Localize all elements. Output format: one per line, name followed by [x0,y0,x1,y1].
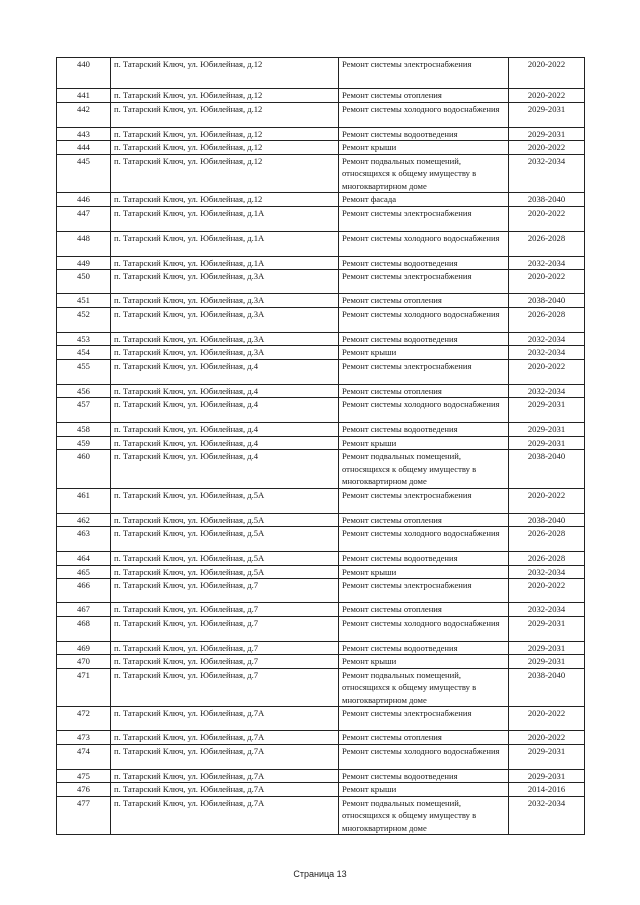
row-address: п. Татарский Ключ, ул. Юбилейная, д.12 [111,193,339,207]
row-term: 2038-2040 [509,193,585,207]
row-term: 2029-2031 [509,744,585,769]
row-address: п. Татарский Ключ, ул. Юбилейная, д.5А [111,527,339,552]
row-number: 461 [57,488,111,513]
row-address: п. Татарский Ключ, ул. Юбилейная, д.5А [111,513,339,527]
row-address: п. Татарский Ключ, ул. Юбилейная, д.4 [111,450,339,489]
row-address: п. Татарский Ключ, ул. Юбилейная, д.12 [111,102,339,127]
table-row [57,641,585,655]
row-term: 2038-2040 [509,294,585,308]
row-work-type: Ремонт системы водоотведения [339,769,509,783]
row-term: 2029-2031 [509,102,585,127]
row-term: 2020-2022 [509,359,585,384]
row-number: 471 [57,668,111,707]
row-number: 475 [57,769,111,783]
row-number: 448 [57,231,111,256]
row-address: п. Татарский Ключ, ул. Юбилейная, д.7 [111,603,339,617]
row-term: 2032-2034 [509,384,585,398]
row-work-type: Ремонт системы холодного водоснабжения [339,231,509,256]
table-row [57,359,585,384]
table-row [57,398,585,423]
row-term: 2020-2022 [509,141,585,155]
row-address: п. Татарский Ключ, ул. Юбилейная, д.7 [111,655,339,669]
row-address: п. Татарский Ключ, ул. Юбилейная, д.3А [111,332,339,346]
table-row [57,436,585,450]
row-term: 2029-2031 [509,616,585,641]
row-number: 463 [57,527,111,552]
row-number: 452 [57,307,111,332]
row-work-type: Ремонт системы электроснабжения [339,707,509,731]
row-address: п. Татарский Ключ, ул. Юбилейная, д.12 [111,141,339,155]
table-row [57,193,585,207]
row-address: п. Татарский Ключ, ул. Юбилейная, д.7 [111,668,339,707]
row-work-type: Ремонт системы водоотведения [339,127,509,141]
row-term: 2020-2022 [509,58,585,89]
row-term: 2029-2031 [509,436,585,450]
row-number: 442 [57,102,111,127]
row-address: п. Татарский Ключ, ул. Юбилейная, д.3А [111,346,339,360]
row-number: 472 [57,707,111,731]
row-address: п. Татарский Ключ, ул. Юбилейная, д.1А [111,231,339,256]
table-row [57,655,585,669]
table-row [57,332,585,346]
row-address: п. Татарский Ключ, ул. Юбилейная, д.4 [111,384,339,398]
table-row [57,616,585,641]
row-work-type: Ремонт системы холодного водоснабжения [339,744,509,769]
row-term: 2032-2034 [509,256,585,270]
row-number: 466 [57,579,111,603]
row-work-type: Ремонт системы водоотведения [339,256,509,270]
row-number: 457 [57,398,111,423]
row-number: 441 [57,89,111,103]
row-address: п. Татарский Ключ, ул. Юбилейная, д.5А [111,552,339,566]
row-term: 2020-2022 [509,206,585,231]
table-row [57,527,585,552]
row-number: 450 [57,270,111,294]
row-term: 2029-2031 [509,127,585,141]
row-address: п. Татарский Ключ, ул. Юбилейная, д.4 [111,398,339,423]
row-address: п. Татарский Ключ, ул. Юбилейная, д.12 [111,127,339,141]
row-address: п. Татарский Ключ, ул. Юбилейная, д.3А [111,307,339,332]
row-number: 447 [57,206,111,231]
row-number: 456 [57,384,111,398]
table-row [57,102,585,127]
table-body [57,58,585,835]
row-term: 2038-2040 [509,668,585,707]
table-row [57,58,585,89]
table-row [57,513,585,527]
row-number: 465 [57,565,111,579]
row-address: п. Татарский Ключ, ул. Юбилейная, д.5А [111,488,339,513]
row-number: 459 [57,436,111,450]
row-number: 476 [57,783,111,797]
row-address: п. Татарский Ключ, ул. Юбилейная, д.7 [111,616,339,641]
row-work-type: Ремонт подвальных помещений, относящихся к общему имуществу в многоквартирном доме [339,154,509,193]
row-number: 462 [57,513,111,527]
table-row [57,783,585,797]
page-number: Страница 13 [293,869,347,879]
row-number: 473 [57,731,111,745]
row-work-type: Ремонт системы водоотведения [339,552,509,566]
table-row [57,796,585,835]
row-term: 2032-2034 [509,332,585,346]
row-work-type: Ремонт системы холодного водоснабжения [339,527,509,552]
table-row [57,769,585,783]
row-address: п. Татарский Ключ, ул. Юбилейная, д.7А [111,796,339,835]
row-term: 2026-2028 [509,307,585,332]
table-row [57,154,585,193]
table-row [57,668,585,707]
row-term: 2029-2031 [509,398,585,423]
row-number: 440 [57,58,111,89]
row-work-type: Ремонт системы холодного водоснабжения [339,616,509,641]
row-number: 454 [57,346,111,360]
row-work-type: Ремонт крыши [339,783,509,797]
row-work-type: Ремонт крыши [339,346,509,360]
row-term: 2020-2022 [509,89,585,103]
row-work-type: Ремонт крыши [339,655,509,669]
row-work-type: Ремонт системы водоотведения [339,332,509,346]
table-row [57,423,585,437]
row-number: 458 [57,423,111,437]
row-number: 443 [57,127,111,141]
table-row [57,552,585,566]
repair-schedule-table [56,57,585,835]
row-address: п. Татарский Ключ, ул. Юбилейная, д.7А [111,744,339,769]
row-address: п. Татарский Ключ, ул. Юбилейная, д.7А [111,783,339,797]
row-term: 2026-2028 [509,231,585,256]
row-number: 449 [57,256,111,270]
table-row [57,206,585,231]
row-term: 2038-2040 [509,513,585,527]
row-work-type: Ремонт подвальных помещений, относящихся к общему имуществу в многоквартирном доме [339,668,509,707]
row-number: 460 [57,450,111,489]
table-row [57,89,585,103]
row-term: 2014-2016 [509,783,585,797]
row-work-type: Ремонт системы водоотведения [339,641,509,655]
row-address: п. Татарский Ключ, ул. Юбилейная, д.7А [111,769,339,783]
row-term: 2032-2034 [509,796,585,835]
row-term: 2020-2022 [509,488,585,513]
row-address: п. Татарский Ключ, ул. Юбилейная, д.7 [111,641,339,655]
row-work-type: Ремонт системы электроснабжения [339,270,509,294]
row-address: п. Татарский Ключ, ул. Юбилейная, д.7А [111,731,339,745]
row-work-type: Ремонт системы отопления [339,513,509,527]
row-term: 2029-2031 [509,769,585,783]
row-address: п. Татарский Ключ, ул. Юбилейная, д.5А [111,565,339,579]
row-term: 2032-2034 [509,346,585,360]
table-row [57,231,585,256]
table-row [57,127,585,141]
row-term: 2032-2034 [509,154,585,193]
row-work-type: Ремонт подвальных помещений, относящихся к общему имуществу в многоквартирном доме [339,796,509,835]
row-number: 453 [57,332,111,346]
row-work-type: Ремонт системы электроснабжения [339,58,509,89]
table-row [57,141,585,155]
row-address: п. Татарский Ключ, ул. Юбилейная, д.1А [111,206,339,231]
row-number: 470 [57,655,111,669]
table-row [57,579,585,603]
row-work-type: Ремонт подвальных помещений, относящихся к общему имуществу в многоквартирном доме [339,450,509,489]
row-work-type: Ремонт системы отопления [339,603,509,617]
table-row [57,565,585,579]
row-work-type: Ремонт системы электроснабжения [339,488,509,513]
table-row [57,488,585,513]
row-work-type: Ремонт фасада [339,193,509,207]
row-work-type: Ремонт системы отопления [339,294,509,308]
row-work-type: Ремонт системы отопления [339,731,509,745]
row-address: п. Татарский Ключ, ул. Юбилейная, д.4 [111,423,339,437]
row-term: 2029-2031 [509,655,585,669]
row-work-type: Ремонт системы электроснабжения [339,579,509,603]
row-number: 474 [57,744,111,769]
row-number: 468 [57,616,111,641]
row-term: 2020-2022 [509,707,585,731]
row-number: 455 [57,359,111,384]
row-work-type: Ремонт системы водоотведения [339,423,509,437]
row-work-type: Ремонт крыши [339,436,509,450]
row-term: 2032-2034 [509,603,585,617]
row-number: 444 [57,141,111,155]
table-row [57,603,585,617]
table-row [57,450,585,489]
table-row [57,294,585,308]
row-work-type: Ремонт системы холодного водоснабжения [339,307,509,332]
row-address: п. Татарский Ключ, ул. Юбилейная, д.4 [111,436,339,450]
row-term: 2029-2031 [509,641,585,655]
row-work-type: Ремонт системы холодного водоснабжения [339,102,509,127]
table-row [57,384,585,398]
row-work-type: Ремонт крыши [339,565,509,579]
table-row [57,744,585,769]
row-work-type: Ремонт системы электроснабжения [339,206,509,231]
row-address: п. Татарский Ключ, ул. Юбилейная, д.4 [111,359,339,384]
row-number: 469 [57,641,111,655]
row-address: п. Татарский Ключ, ул. Юбилейная, д.7А [111,707,339,731]
row-term: 2026-2028 [509,552,585,566]
row-address: п. Татарский Ключ, ул. Юбилейная, д.12 [111,89,339,103]
row-term: 2026-2028 [509,527,585,552]
table-row [57,307,585,332]
table-row [57,731,585,745]
row-address: п. Татарский Ключ, ул. Юбилейная, д.3А [111,294,339,308]
row-address: п. Татарский Ключ, ул. Юбилейная, д.7 [111,579,339,603]
row-work-type: Ремонт системы электроснабжения [339,359,509,384]
row-work-type: Ремонт системы отопления [339,384,509,398]
row-number: 451 [57,294,111,308]
row-term: 2038-2040 [509,450,585,489]
table-row [57,346,585,360]
row-address: п. Татарский Ключ, ул. Юбилейная, д.1А [111,256,339,270]
table-row [57,256,585,270]
row-term: 2020-2022 [509,270,585,294]
row-address: п. Татарский Ключ, ул. Юбилейная, д.12 [111,58,339,89]
row-term: 2029-2031 [509,423,585,437]
row-address: п. Татарский Ключ, ул. Юбилейная, д.12 [111,154,339,193]
row-work-type: Ремонт системы холодного водоснабжения [339,398,509,423]
row-number: 445 [57,154,111,193]
table-row [57,270,585,294]
row-term: 2032-2034 [509,565,585,579]
row-number: 464 [57,552,111,566]
row-number: 446 [57,193,111,207]
table-row [57,707,585,731]
row-address: п. Татарский Ключ, ул. Юбилейная, д.3А [111,270,339,294]
row-term: 2020-2022 [509,731,585,745]
document-page [56,57,584,835]
row-term: 2020-2022 [509,579,585,603]
row-work-type: Ремонт крыши [339,141,509,155]
row-number: 477 [57,796,111,835]
row-work-type: Ремонт системы отопления [339,89,509,103]
row-number: 467 [57,603,111,617]
